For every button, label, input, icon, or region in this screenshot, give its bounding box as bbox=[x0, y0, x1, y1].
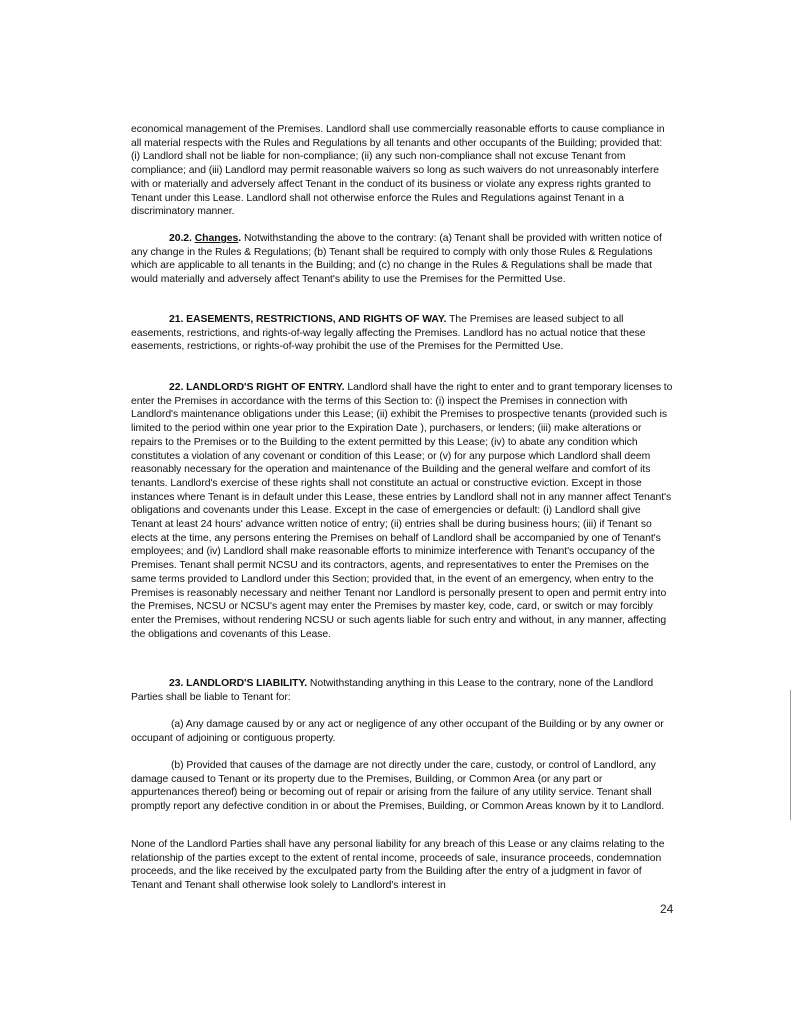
section-23 bbox=[131, 677, 673, 704]
intro-paragraph bbox=[131, 123, 673, 219]
section-20-2-text: Notwithstanding the above to the contrary: (a) Tenant shall be provided with written notice of any change in the Rules & Regulations; (b) Tenant shall be required to comply with only those Rules & Regulations which are applicable to all tenants in the Building; and (c) no change in the Rules & Regulations shall be made that would materially and adversely affect Tenant's ability to use the Premises for the Permitted Use. bbox=[131, 233, 662, 286]
section-23-item-a-text: (a) Any damage caused by or any act or negligence of any other occupant of the Building or by any owner or occupant of adjoining or contiguous property. bbox=[131, 719, 664, 744]
section-23-item-a bbox=[131, 718, 673, 745]
section-20-2-number: 20.2. bbox=[169, 233, 192, 244]
section-22-text: Landlord shall have the right to enter and to grant temporary licenses to enter the Premises in accordance with the terms of this Section to: (i) inspect the Premises in connection with Landlord's maintenance obligations under this Lease; (ii) exhibit the Premises to prospective tenants (provided such is limited to the period within one year prior to the Expiration Date ), purchasers, or lenders; (iii) make alterations or repairs to the Premises or to the Building to the extent permitted by this Lease; (iv) to abate any condition which constitutes a violation of any covenant or condition of this Lease; or (v) for any purpose which Landlord shall deem reasonably necessary for the operation and maintenance of the Building and the general welfare and comfort of its tenants. Landlord's exercise of these rights shall not constitute an actual or constructive eviction. Except in those instances where Tenant is in default under this Lease, these entries by Landlord shall not in any manner affect Tenant's obligations and covenants under this Lease. Except in the case of emergencies or default: (i) Landlord shall give Tenant at least 24 hours' advance written notice of entry; (ii) entries shall be during business hours; (iii) if Tenant so elects at the time, any persons entering the Premises on behalf of Landlord shall be accompanied by one of Tenant's employees; and (iv) Landlord shall make reasonable efforts to minimize interference with Tenant's occupancy of the Premises. Tenant shall permit NCSU and its contractors, agents, and representatives to enter the Premises on the same terms provided to Landlord under this Section; provided that, in the event of an emergency, when entry to the Premises is reasonably necessary and neither Tenant nor Landlord is personally present to open and permit entry into the Premises, NCSU or NCSU's agent may enter the Premises by master key, code, card, or switch or may forcibly enter the Premises, without rendering NCSU or such agents liable for such entry and without, in any manner, affecting the obligations and covenants of this Lease. bbox=[131, 382, 673, 640]
section-21-text: The Premises are leased subject to all easements, restrictions, and rights-of-way legally affecting the Premises. Landlord has no actual notice that these easements, restrictions, or rights-of-way prohibit the use of the Premises for the Permitted Use. bbox=[131, 314, 646, 353]
scan-edge-line bbox=[790, 690, 791, 820]
section-23-closing-text: None of the Landlord Parties shall have any personal liability for any breach of this Lease or any claims relating to the relationship of the parties except to the extent of rental income, proceeds of sale, insurance proceeds, condemnation proceeds, and the like received by the exculpated party from the Building after the entry of a judgment in favor of Tenant and Tenant shall otherwise look solely to Landlord's interest in bbox=[131, 839, 665, 892]
section-23-item-b bbox=[131, 759, 673, 814]
section-23-text: Notwithstanding anything in this Lease to the contrary, none of the Landlord Parties shall be liable to Tenant for: bbox=[131, 678, 654, 703]
page-number: 24 bbox=[660, 902, 674, 916]
section-23-closing bbox=[131, 838, 673, 893]
section-21 bbox=[131, 313, 673, 354]
section-23-item-b-text: (b) Provided that causes of the damage are not directly under the care, custody, or control of Landlord, any damage caused to Tenant or its property due to the Premises, Building, or Common Area (or any part or appurtenances thereof) being or becoming out of repair or arising from the failure of any utility service. Tenant shall promptly report any defective condition in or about the Premises, Building, or Common Areas known by it to Landlord. bbox=[131, 760, 665, 813]
section-20-2: 20.2. Changes. Notwithstanding the above to the contrary: (a) Tenant shall be provided with written notice of any change in the Rules & Regulations; (b) Tenant shall be required to comply with only those Rules & Regulations which are applicable to all tenants in the Building; and (c) no change in the Rules & Regulations shall be made that would materially and adversely affect Tenant's ability to use the Premises for the Permitted Use. bbox=[131, 233, 662, 286]
section-20-2-heading: Changes bbox=[194, 233, 239, 244]
intro-text: economical management of the Premises. Landlord shall use commercially reasonable efforts to cause compliance in all material respects with the Rules and Regulations by all tenants and other occupants of the Building; provided that: (i) Landlord shall not be liable for non-compliance; (ii) any such non-compliance shall not excuse Tenant from compliance; and (iii) Landlord may permit reasonable waivers so long as such waivers do not unreasonably interfere with or materially and adversely affect Tenant in the conduct of its business or violate any express rights granted to Tenant under this Lease. Landlord shall not otherwise enforce the Rules and Regulations against Tenant in a discriminatory manner. bbox=[131, 124, 665, 218]
section-21-heading: 21. EASEMENTS, RESTRICTIONS, AND RIGHTS OF WAY. bbox=[169, 314, 447, 325]
section-22 bbox=[131, 381, 673, 641]
section-23-heading: 23. LANDLORD'S LIABILITY. bbox=[169, 678, 308, 689]
section-22-heading: 22. LANDLORD'S RIGHT OF ENTRY. bbox=[169, 382, 345, 393]
